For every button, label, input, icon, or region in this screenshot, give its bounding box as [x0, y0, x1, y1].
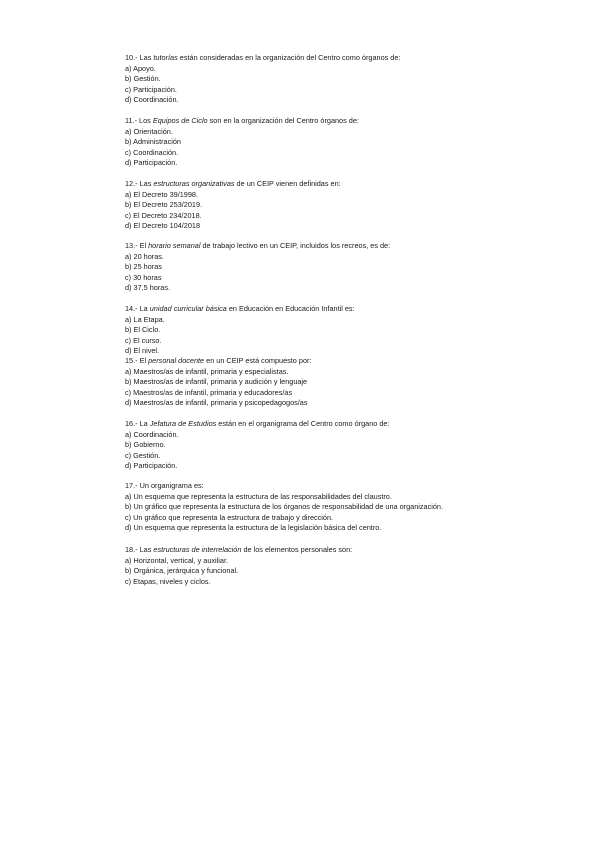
option-a: a) Orientación. — [125, 126, 173, 136]
option-a: a) Horizontal, vertical, y auxiliar. — [125, 555, 229, 565]
option-a: a) El Decreto 39/1998. — [125, 189, 199, 199]
option-b: b) Orgánica, jerárquica y funcional. — [125, 566, 239, 575]
option-d: d) 37,5 horas. — [125, 283, 171, 292]
question-11 — [125, 116, 359, 169]
option-d: d) El nivel. — [125, 346, 160, 355]
option-c: c) Maestros/as de infantil, primaria y educadores/as — [125, 387, 293, 397]
question-stem: 16.- La Jefatura de Estudios están en el organigrama del Centro como órgano de: — [125, 419, 390, 428]
question-14 — [125, 304, 355, 357]
question-stem: 18.- Las estructuras de interrelación de los elementos personales son: — [125, 545, 353, 554]
option-a: a) 20 horas. — [125, 251, 164, 261]
question-stem: 10.- Las tutorías están consideradas en la organización del Centro como órganos de: — [125, 53, 401, 62]
option-a: a) Coordinación. — [125, 429, 179, 439]
option-c: c) 30 horas — [125, 272, 162, 282]
option-a: a) La Etapa. — [125, 314, 165, 324]
option-a: a) Apoyo. — [125, 63, 156, 73]
question-stem: 17.- Un organigrama es: — [125, 481, 204, 490]
option-b: b) Administración — [125, 137, 181, 146]
option-c: c) El Decreto 234/2018. — [125, 210, 202, 220]
question-16 — [125, 419, 390, 472]
option-d: d) Participación. — [125, 158, 178, 167]
question-stem: 15.- El personal docente en un CEIP está compuesto por: — [125, 356, 312, 365]
question-13 — [125, 241, 390, 294]
option-c: c) Un gráfico que representa la estructura de trabajo y dirección. — [125, 512, 334, 522]
option-d: d) Un esquema que representa la estructura de la legislación básica del centro. — [125, 523, 382, 532]
question-15 — [125, 356, 311, 409]
question-12 — [125, 179, 341, 232]
question-stem: 13.- El horario semanal de trabajo lectivo en un CEIP, incluidos los recreos, es de: — [125, 241, 391, 250]
question-17 — [125, 481, 443, 534]
option-c: c) Etapas, niveles y ciclos. — [125, 576, 211, 586]
option-d: d) Maestros/as de infantil, primaria y psicopedagogos/as — [125, 398, 308, 407]
option-b: b) Gestión. — [125, 74, 161, 83]
option-c: c) Coordinación. — [125, 147, 179, 157]
option-b: b) Maestros/as de infantil, primaria y audición y lenguaje — [125, 377, 308, 386]
option-b: b) Un gráfico que representa la estructura de los órganos de responsabilidad de una organización. — [125, 502, 444, 511]
question-stem: 11.- Los Equipos de Ciclo son en la organización del Centro órganos de: — [125, 116, 359, 125]
question-stem: 12.- Las estructuras organizativas de un CEIP vienen definidas en: — [125, 179, 341, 188]
option-b: b) El Ciclo. — [125, 325, 161, 334]
question-10 — [125, 53, 400, 106]
option-c: c) Gestión. — [125, 450, 161, 460]
option-d: d) Coordinación. — [125, 95, 179, 104]
option-b: b) El Decreto 253/2019. — [125, 200, 203, 209]
option-b: b) 25 horas — [125, 262, 162, 271]
option-c: c) El curso. — [125, 335, 162, 345]
option-b: b) Gobierno. — [125, 440, 166, 449]
question-18 — [125, 545, 352, 587]
option-d: d) El Decreto 104/2018 — [125, 221, 201, 230]
option-a: a) Maestros/as de infantil, primaria y especialistas. — [125, 366, 289, 376]
question-stem: 14.- La unidad curricular básica en Educación en Educación Infantil es: — [125, 304, 355, 313]
option-c: c) Participación. — [125, 84, 177, 94]
option-a: a) Un esquema que representa la estructura de las responsabilidades del claustro. — [125, 491, 392, 501]
option-d: d) Participación. — [125, 461, 178, 470]
